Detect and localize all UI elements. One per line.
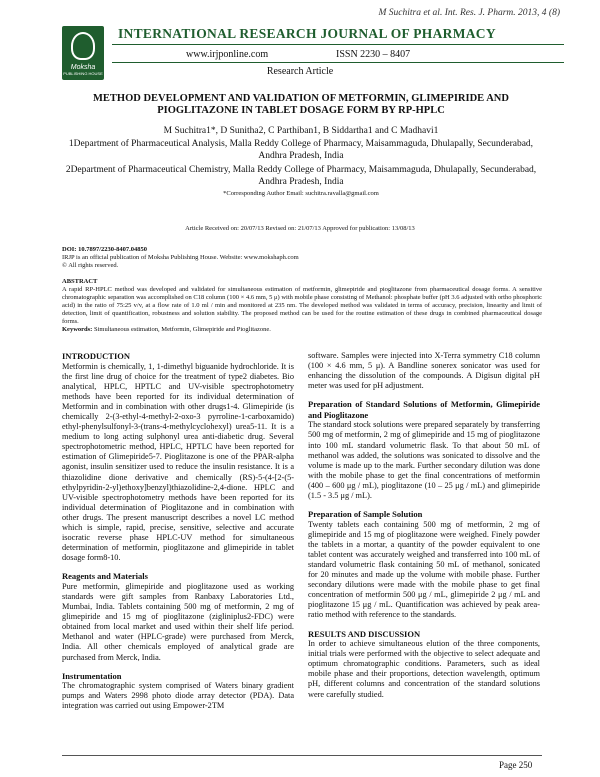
abstract-text: A rapid RP-HPLC method was developed and validated for simultaneous estimation of metformin, glimepiride and pioglitazone from pharmaceutical dosage forms. A sensitive chromatographic separation was accomplished on C18 column (100 × 4.6 mm, 5 μ) with mobile phase consisting of Methanol: phosphate buffer (pH 3.6 adjusted with ortho phosphoric acid) in the ratio of 75:25 v/v, at a flow rate of 1.0 ml / min and monitored at 235 nm. The developed method was validated in terms of accuracy, precision, linearity and limit of detection, limit of quantification, robustness and solution stability. The proposed method can be used for the routine estimation of these drugs in combined pharmaceutical dosage forms. bbox=[62, 286, 542, 325]
right-column bbox=[308, 351, 540, 700]
abstract bbox=[62, 278, 542, 334]
header-rule-bottom bbox=[112, 62, 564, 63]
instrumentation-text: The chromatographic system comprised of Waters binary gradient pumps and Waters 2998 photo diode array detector (PDA). Data integration was carried out using Empower-2TM bbox=[62, 681, 294, 711]
intro-text: Metformin is chemically, 1, 1-dimethyl biguanide hydrochloride. It is the first line drug of choice for the treatment of type2 diabetes. Bio analytical, HPLC, HPTLC and UV-visible spectrophotometry methods have been reported for its individual determination of Metformin and in combination with other drugs1-4. Glimepiride (is chemically 2-(3-ethyl-4-methyl-2-oxo-3 pyrroline-1-carboxamido) ethyl-phenylsulfonyl-3-(trans-4-methylcyclohexyl) urea5-11. It is a medium to long acting sulphonyl urea anti-diabetic drug. Several spectrophotometric method, HPLC, HPTLC have been reported for estimation of Glimepiride5-7. Pioglitazone is one of the PPAR-alpha agonist, insulin sensitizer used to reduce the insulin resistance. It is a thiazolidine dione derivative and chemically (RS)-5-(4-[2-(5-ethylpyridin-2-yl)ethoxy]benzyl)thiazolidine-2,4-dione. HPLC and UV-visible spectrophotometry methods have been reported for its individual determination of Pioglitazone and in combination with other drugs. The present manuscript describes a novel LC method which is simple, rapid, precise, sensitive, selective and accurate isocratic reverse phase HPLC-UV method for simultaneous determination of metformin, pioglitazone and glimepiride in tablet dosage form8-10. bbox=[62, 361, 294, 563]
keywords bbox=[62, 326, 542, 334]
logo-mark-icon bbox=[71, 32, 95, 60]
header-rule-top bbox=[112, 44, 564, 45]
copyright: © All rights reserved. bbox=[62, 262, 119, 269]
paper-title: METHOD DEVELOPMENT AND VALIDATION OF METFORMIN, GLIMEPIRIDE AND PIOGLITAZONE IN TABLET DOSAGE FORM BY RP-HPLC bbox=[93, 93, 509, 116]
results-heading: RESULTS AND DISCUSSION bbox=[308, 628, 421, 639]
journal-name: INTERNATIONAL RESEARCH JOURNAL OF PHARMACY bbox=[118, 26, 496, 41]
affiliation-2: 2Department of Pharmaceutical Chemistry, Malla Reddy College of Pharmacy, Maisammaguda, Dhulapally, Secunderabad, Andhra Pradesh, India bbox=[65, 165, 537, 187]
page-number: Page 250 bbox=[499, 760, 533, 770]
intro-heading: INTRODUCTION bbox=[62, 351, 131, 361]
reagents-text: Pure metformin, glimepiride and pioglitazone used as working standards were gift samples from Ranbaxy Laboratories Ltd., Mumbai, India. Tablets containing 500 mg of metformin, 2 mg of glimepiride and 15 mg of pioglitazone (zigliniplus2-FDC) were obtained from local market and used within their shelf life period. Methanol and water (HPLC-grade) were purchased from Merck, India. All other chemicals employed of analytical grade are purchased from Merck, India. bbox=[62, 581, 294, 662]
publisher-note: IRJP is an official publication of Moksha Publishing House. Website: www.mokshaph.com bbox=[62, 254, 299, 261]
sample-prep-heading: Preparation of Sample Solution bbox=[308, 509, 423, 520]
sample-prep-text: Twenty tablets each containing 500 mg of metformin, 2 mg of glimepiride and 15 mg of pioglitazone were weighed. Finely powder the tablets in a mortar, a quantity of the powder equivalent to one tablet content was accurately weighed and transferred into 100 mL of standard volumetric flask containing 50 mL of methanol, sonicated for 20 minutes and made up the volume with mobile phase. Further secondary dilutions were made with the mobile phase to get final concentration of metformin 500 μg / mL, glimepiride 2 μg / mL and pioglitazone 15 μg / mL. Quantification was achieved by peak area-ratio method with reference to the standards. bbox=[308, 519, 540, 620]
article-dates: Article Received on: 20/07/13 Revised on: 21/07/13 Approved for publication: 13/08/13 bbox=[185, 225, 415, 232]
keywords-text: Simultaneous estimation, Metformin, Glimepiride and Pioglitazone. bbox=[92, 326, 271, 333]
journal-website[interactable]: www.irjponline.com bbox=[186, 49, 269, 60]
reagents-heading: Reagents and Materials bbox=[62, 571, 148, 582]
doi[interactable]: DOI: 10.7897/2230-8407.04850 bbox=[62, 246, 148, 253]
authors: M Suchitra1*, D Sunitha2, C Parthiban1, B Siddartha1 and C Madhavi1 bbox=[163, 126, 439, 136]
running-head: M Suchitra et al. Int. Res. J. Pharm. 2013, 4 (8) bbox=[378, 8, 560, 18]
results-text: In order to achieve simultaneous elution of the three components, initial trials were performed with the objective to select adequate and optimum chromatographic conditions. Parameters, such as ideal mobile phase and their proportions, detection wavelength, optimum pH, different columns and concentration of the standard solutions were carefully studied. bbox=[308, 639, 540, 699]
article-meta bbox=[62, 246, 299, 270]
logo-text: Moksha PUBLISHING HOUSE bbox=[63, 64, 103, 76]
article-type: Research Article bbox=[266, 66, 334, 77]
instrumentation-heading: Instrumentation bbox=[62, 670, 122, 681]
affiliation-1: 1Department of Pharmaceutical Analysis, Malla Reddy College of Pharmacy, Maisammaguda, Dhulapally, Secunderabad, Andhra Pradesh, India bbox=[68, 139, 534, 161]
instrumentation-continued: software. Samples were injected into X-Terra symmetry C18 column (100 × 4.6 mm, 5 μ). A Bandline sonerex sonicator was used for enhancing the dissolution of the compounds. A Digisun digital pH meter was used for pH adjustment. bbox=[308, 351, 540, 391]
standard-prep-text: The standard stock solutions were prepared separately by transferring 500 mg of metformin, 2 mg of glimepiride and 15 mg of pioglitazone into 100 mL standard volumetric flask. To that about 50 mL of methanol was added, the solutions was sonicated to dissolve and the volume is made up to the mark. Further secondary dilution was done with the mobile phase to get the final concentrations of metformin (400 – 600 μg / mL), pioglitazone (10 – 25 μg / mL) and glimepiride (1.5 - 3.5 μg / mL). bbox=[308, 420, 540, 501]
standard-prep-heading: Preparation of Standard Solutions of Metformin, Glimepiride and Pioglitazone bbox=[308, 399, 540, 420]
journal-issn: ISSN 2230 – 8407 bbox=[336, 49, 411, 60]
abstract-label: ABSTRACT bbox=[62, 278, 98, 285]
footer-rule bbox=[62, 755, 542, 756]
left-column bbox=[62, 351, 294, 711]
corresponding-author: *Corresponding Author Email: suchitra.ravalla@gmail.com bbox=[223, 190, 379, 197]
keywords-label: Keywords: bbox=[62, 326, 93, 333]
